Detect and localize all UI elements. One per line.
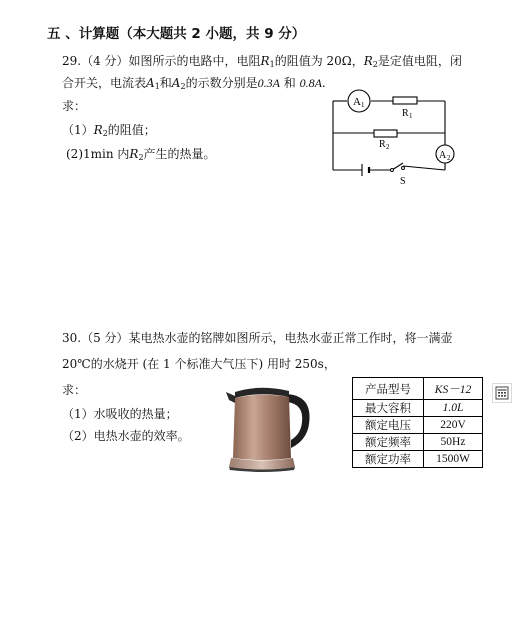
circuit-diagram	[320, 88, 460, 184]
spec-label: 额定频率	[353, 434, 424, 451]
a1-sub: 1	[361, 101, 365, 109]
spec-label: 额定功率	[353, 451, 424, 468]
q30-line2: 20℃的水烧开 (在 1 个标准大气压下) 用时 250s，	[62, 357, 336, 371]
resistor-r2-icon	[374, 130, 397, 137]
q30-sub2: （2）电热水壶的效率。	[62, 429, 190, 443]
spec-row	[353, 400, 483, 417]
switch-label: S	[400, 176, 406, 184]
spec-row	[353, 417, 483, 434]
spec-label: 最大容积	[353, 400, 424, 417]
r1-label: R	[402, 108, 409, 119]
electric-kettle-photo	[221, 374, 321, 474]
spec-value: 1500W	[424, 451, 483, 468]
q29-line2: 合开关，电流表$A_1$和$A_2$的示数分别是0.3A 和 0.8A.	[62, 76, 326, 91]
a2-label: A	[439, 150, 447, 161]
q29-sub2: (2)1min 内$R_2$产生的热量。	[66, 147, 216, 162]
calculator-icon[interactable]	[492, 383, 512, 403]
q30-line1: 30.（5 分）某电热水壶的铭牌如图所示，电热水壶正常工作时，将一满壶	[62, 331, 453, 345]
q29-sub1: $(1)R_2$的阻值；	[62, 123, 156, 138]
spec-label: 额定电压	[353, 417, 424, 434]
spec-value: 1.0L	[424, 400, 483, 417]
spec-row	[353, 451, 483, 468]
r2-sub: 2	[386, 143, 390, 151]
q29-line1: 29.（4 分）如图所示的电路中，电阻$R_1$的阻值为 20Ω，$R_2$是定值电阻，闭	[62, 54, 462, 69]
spec-row	[353, 434, 483, 451]
resistor-r1-icon	[393, 97, 417, 104]
r2-label: R	[379, 139, 386, 150]
section-title: 五 、计算题（本大题共 2 小题，共 9 分）	[47, 26, 306, 42]
q29-ask: 求：	[62, 99, 87, 113]
spec-row	[353, 378, 483, 400]
switch-icon	[391, 169, 394, 172]
spec-label: 产品型号	[353, 378, 424, 400]
spec-value: KS－12	[424, 378, 483, 400]
spec-value: 220V	[424, 417, 483, 434]
a1-label: A	[353, 96, 361, 108]
r1-sub: 1	[409, 112, 413, 120]
q30-ask: 求：	[62, 383, 87, 397]
spec-table	[352, 377, 483, 468]
q30-sub1: （1）水吸收的热量；	[62, 407, 178, 421]
spec-value: 50Hz	[424, 434, 483, 451]
a2-sub: 2	[447, 154, 451, 162]
